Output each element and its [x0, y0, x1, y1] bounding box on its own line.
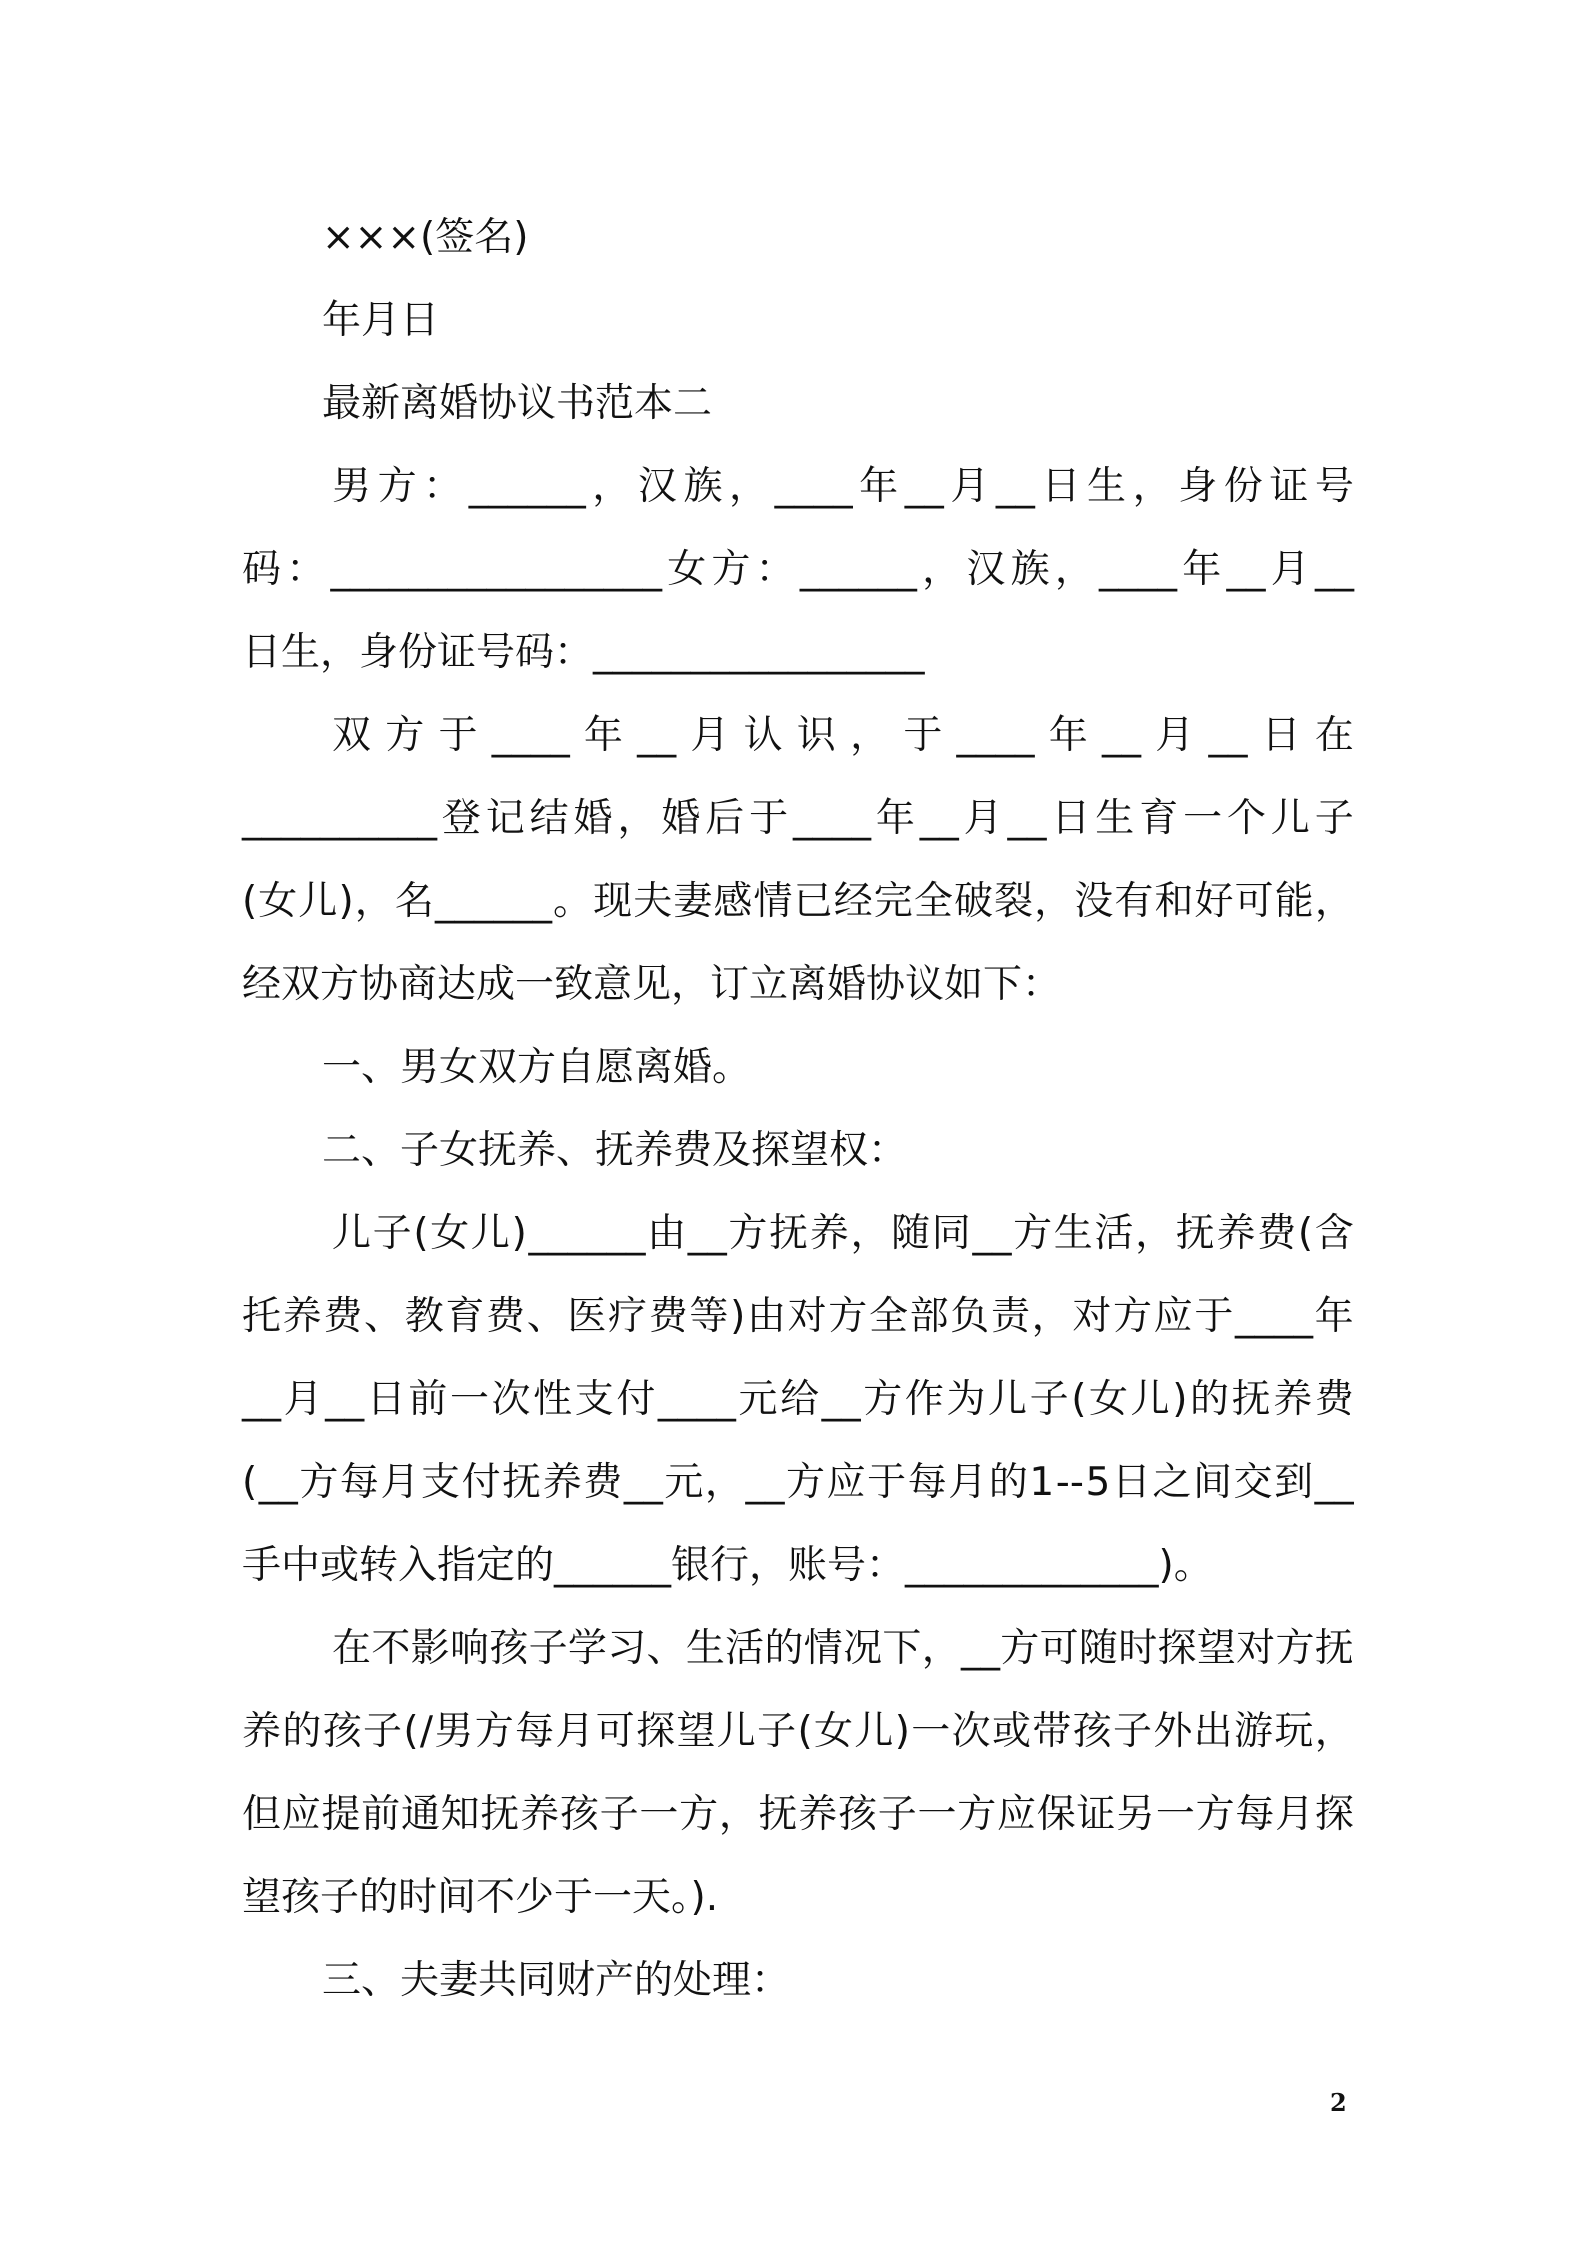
paragraph-line: ( __ 方 每 月 支 付 抚 养 费 __ 元 ， __ 方 应 于 每 月 的 1 -- 5 日 之 间 交 到 __ [242, 1460, 1354, 1505]
paragraph-line: 经双方协商达成一致意见，订立离婚协议如下： [242, 962, 1062, 1007]
paragraph-line: __ 月 __ 日 前 一 次 性 支 付 ____ 元 给 __ 方 作 为 儿 子 ( 女 儿 ) 的 抚 养 费 [242, 1377, 1354, 1422]
clause-heading: 二、子女抚养、抚养费及探望权： [322, 1128, 908, 1173]
clause-heading: 三、夫妻共同财产的处理： [322, 1958, 791, 2003]
paragraph-line: 双 方 于 ____ 年 __ 月 认 识 ， 于 ____ 年 __ 月 __ 日 在 [332, 713, 1354, 758]
paragraph-line: 在 不 影 响 孩 子 学 习 、 生 活 的 情 况 下 ， __ 方 可 随 时 探 望 对 方 抚 [332, 1626, 1354, 1671]
paragraph-line: 男 方 ： ______ ， 汉 族 ， ____ 年 __ 月 __ 日 生 ， 身 份 证 号 [332, 464, 1354, 509]
paragraph-line: __________ 登 记 结 婚 ， 婚 后 于 ____ 年 __ 月 __ 日 生 育 一 个 儿 子 [242, 796, 1354, 841]
paragraph-line: 养 的 孩 子 ( / 男 方 每 月 可 探 望 儿 子 ( 女 儿 ) 一 次 或 带 孩 子 外 出 游 玩 ， [242, 1709, 1354, 1754]
paragraph-line: 码 ： _________________ 女 方 ： ______ ， 汉 族 ， ____ 年 __ 月 __ [242, 547, 1354, 592]
clause-heading: 一、男女双方自愿离婚。 [322, 1045, 752, 1090]
paragraph-line: 托 养 费 、 教 育 费 、 医 疗 费 等 ) 由 对 方 全 部 负 责 ， 对 方 应 于 ____ 年 [242, 1294, 1354, 1339]
paragraph-line: 日生，身份证号码：_________________ [242, 630, 925, 675]
page-number: 2 [1330, 2088, 1347, 2117]
paragraph-line: 儿 子 ( 女 儿 ) ______ 由 __ 方 抚 养 ， 随 同 __ 方 生 活 ， 抚 养 费 ( 含 [332, 1211, 1354, 1256]
document-body [242, 196, 1354, 2022]
signature-line: ×××(签名) [322, 215, 529, 260]
paragraph-line: 手中或转入指定的______银行，账号：_____________)。 [242, 1543, 1213, 1588]
paragraph-line: ( 女 儿 ) ， 名 ______ 。 现 夫 妻 感 情 已 经 完 全 破 裂 ， 没 有 和 好 可 能 ， [242, 879, 1354, 924]
paragraph-line: 望孩子的时间不少于一天。). [242, 1875, 719, 1920]
date-line: 年月日 [322, 298, 440, 343]
document-subtitle: 最新离婚协议书范本二 [322, 381, 713, 426]
paragraph-line: 但 应 提 前 通 知 抚 养 孩 子 一 方 ， 抚 养 孩 子 一 方 应 保 证 另 一 方 每 月 探 [242, 1792, 1354, 1837]
